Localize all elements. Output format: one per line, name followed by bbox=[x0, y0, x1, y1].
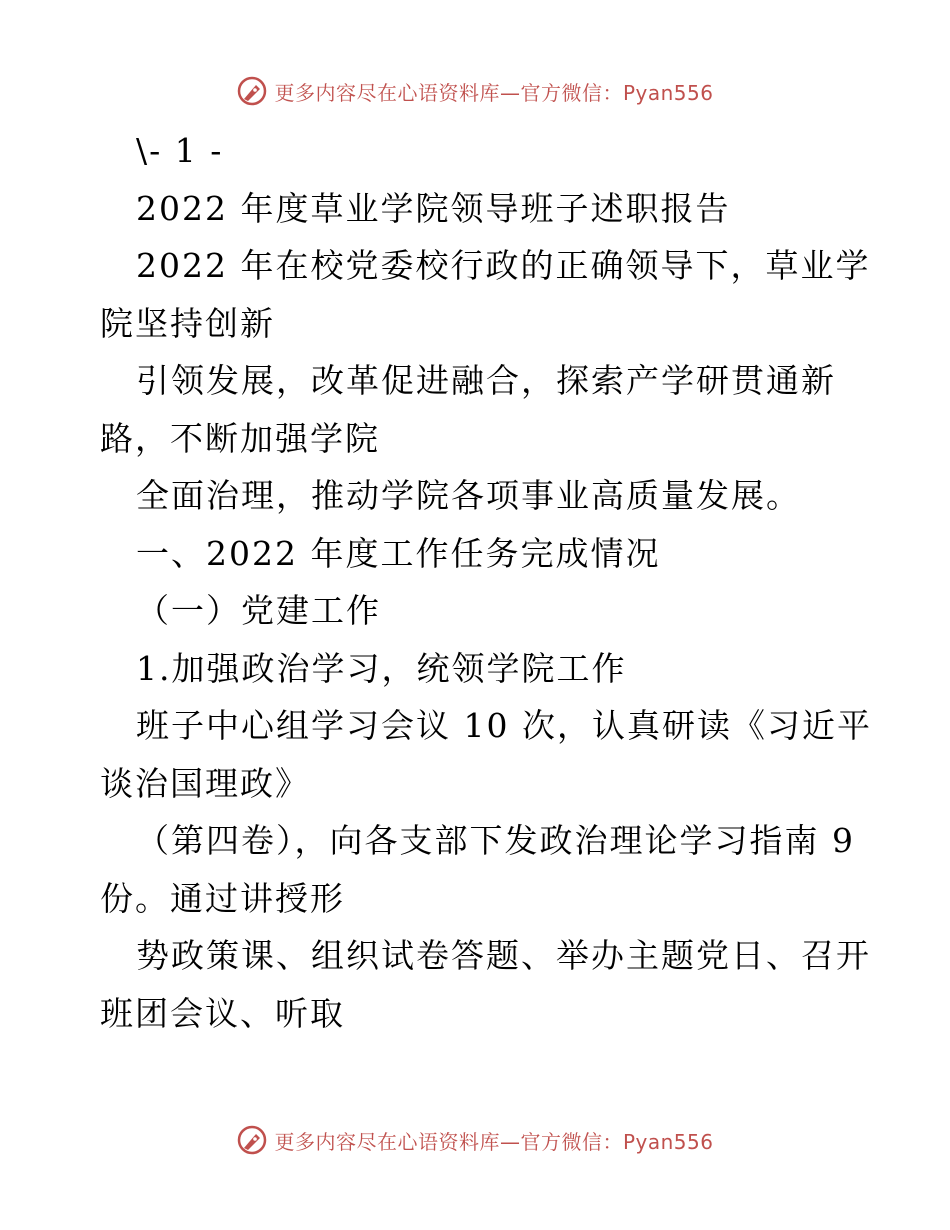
paragraph-line: 全面治理，推动学院各项事业高质量发展。 bbox=[136, 476, 801, 515]
paragraph-line: 势政策课、组织试卷答题、举办主题党日、召开 bbox=[136, 936, 871, 975]
section-heading: 一、2022 年度工作任务完成情况 bbox=[136, 533, 661, 573]
document-title: 2022 年度草业学院领导班子述职报告 bbox=[136, 188, 731, 228]
item-heading: 1.加强政治学习，统领学院工作 bbox=[136, 648, 627, 688]
pen-nib-logo-icon bbox=[236, 75, 268, 107]
pen-nib-logo-icon bbox=[236, 1124, 268, 1156]
paragraph-line: 2022 年在校党委校行政的正确领导下，草业学 bbox=[136, 246, 871, 285]
paragraph-line: 班团会议、听取 bbox=[100, 993, 345, 1033]
paragraph-line: 班子中心组学习会议 10 次，认真研读《习近平 bbox=[136, 706, 872, 745]
watermark-header bbox=[0, 71, 950, 111]
subsection-heading: （一）党建工作 bbox=[136, 591, 381, 630]
page-number: \- 1 - bbox=[136, 131, 224, 170]
paragraph-line: 份。通过讲授形 bbox=[100, 878, 345, 918]
watermark-text: 更多内容尽在心语资料库—官方微信：Pyan556 bbox=[274, 1129, 714, 1154]
document-body bbox=[100, 122, 872, 1042]
watermark-footer bbox=[0, 1120, 950, 1160]
paragraph-line: 谈治国理政》 bbox=[100, 763, 310, 803]
paragraph-line: 院坚持创新 bbox=[100, 303, 275, 343]
watermark-text: 更多内容尽在心语资料库—官方微信：Pyan556 bbox=[274, 80, 714, 105]
paragraph-line: 路，不断加强学院 bbox=[100, 418, 380, 458]
paragraph-line: （第四卷），向各支部下发政治理论学习指南 9 bbox=[136, 821, 855, 860]
paragraph-line: 引领发展，改革促进融合，探索产学研贯通新 bbox=[136, 361, 836, 400]
